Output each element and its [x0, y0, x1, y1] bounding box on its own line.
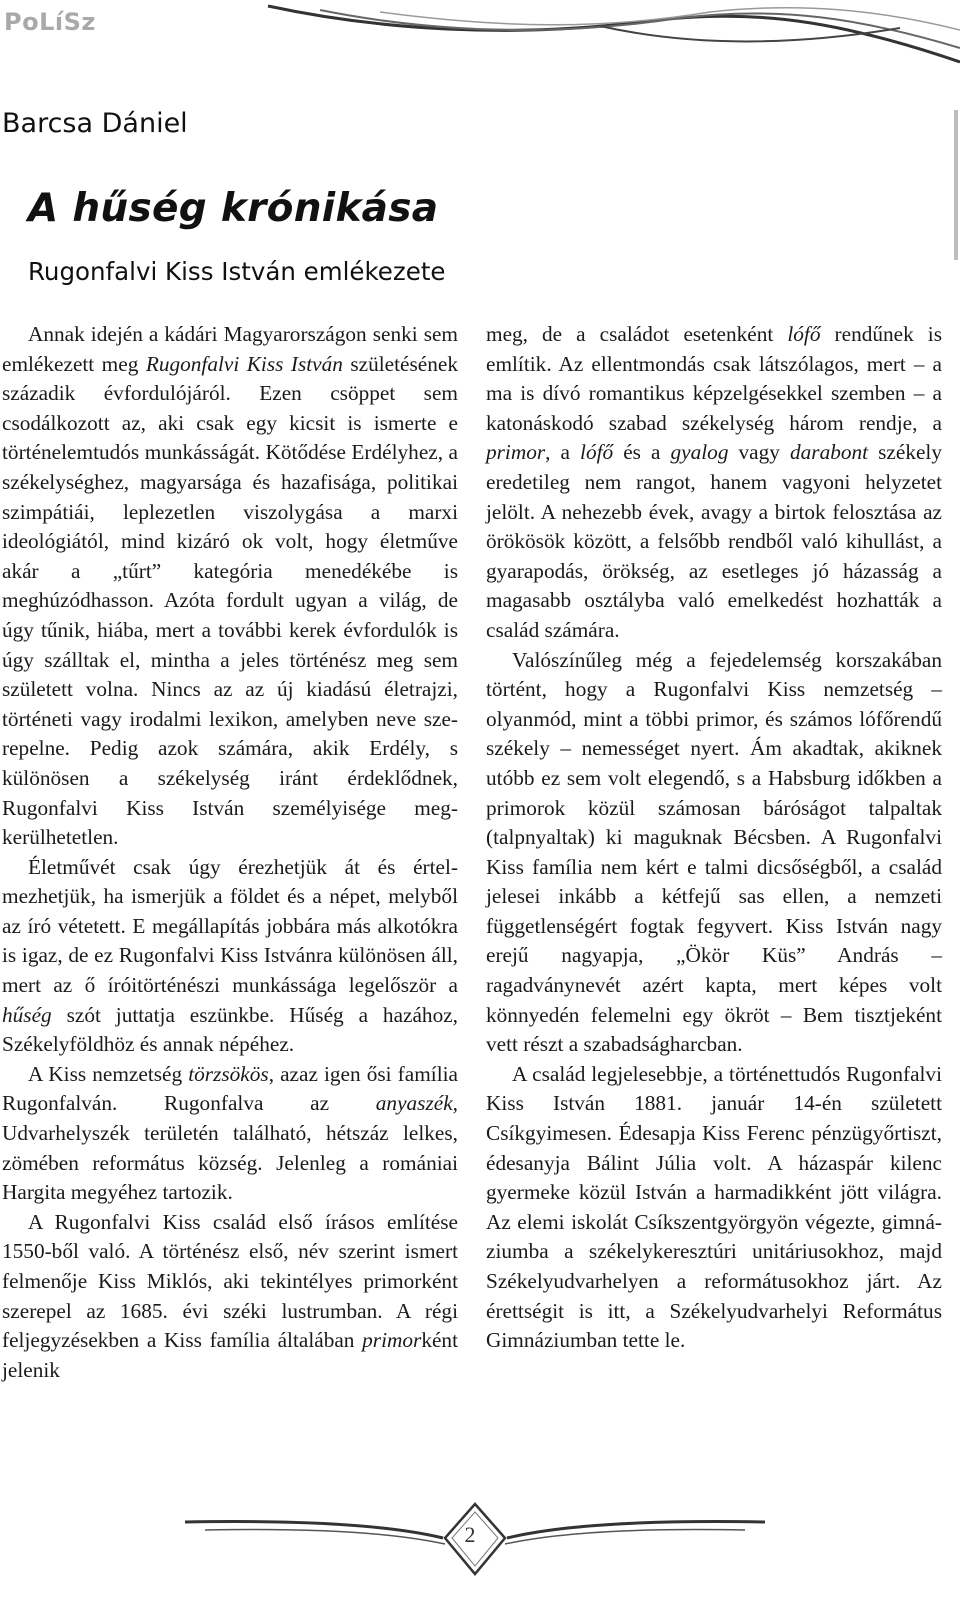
body-paragraph — [2, 1060, 458, 1208]
body-paragraph — [2, 320, 458, 853]
text-run: és a — [613, 440, 671, 465]
header-swoosh-ornament — [260, 0, 960, 75]
text-run: székely eredetileg nem rangot, hanem vagyoni helyzetet jelölt. A nehezebb évek, avagy a birtok felosztása az örökösök között, a felsőbb rendből való kihullást, a gyarapodás, örökség, az esetleges jó házasság a magasabb osztályba való emelkedést hozhatták a család számára. — [486, 440, 942, 642]
text-run: Életművét csak úgy érezhetjük át és értelmezhetjük, ha ismerjük a földet és a népet, melyből az író vétetett. E megállapítás jobbára más alkotókra is igaz, de ez Rugonfalvi Kiss Istvánra különösen áll, mert az ő íróitörténészi munkássága legelőször a — [2, 854, 458, 998]
text-run: Valószínűleg még a fejedelemség korszakában történt, hogy a Rugonfalvi Kiss nemzetség – olyanmód, mint a többi primor, és számos lófőrendű székely – nemességet nyert. Ám akadtak, akiknek utóbb ez sem volt elegendő, s a Habsburg időkben a primorok közül számosan báróságot talpaltak (talpnyaltak) ki maguknak Bécsben. A Rugonfalvi Kiss família nem kért e talmi dicsőségből, a család jelesei inkább a kétfejű sas ellen, a nemzeti függetlenségért fogtak fegyvert. Kiss István nagy erejű nagyapja, „Ökör Küs” András – ragadványnevét azért kapta, mert képes volt könnyedén felemelni egy ökröt – Bem tisztjeként vett részt a szabadságharcban. — [486, 647, 942, 1057]
text-run: A család legjelesebbje, a történettudós Rugonfalvi Kiss István 1881. január 14-én született Csíkgyimesen. Édesapja Kiss Ferenc pénzügyőrtiszt, édesanyja Bálint Júlia volt. A házaspár kilenc gyermeke közül István a harmadikként jött világra. Az elemi iskolát Csíkszentgyörgyön végezte, gimnáziumba a székelykeresztúri unitáriusokhoz, majd Székelyudvarhelyen a reformátusokhoz járt. Az érettségit is itt, a Székelyudvarhelyi Református Gimnáziumban tette le. — [486, 1061, 942, 1353]
text-run: szót juttatja eszünkbe. Hűség a hazához, Székelyföldhöz és annak népéhez. — [2, 1002, 458, 1057]
italic-term: törzsökös — [188, 1061, 269, 1086]
page-number: 2 — [464, 1522, 476, 1547]
italic-term: gyalog — [670, 440, 729, 465]
italic-term: anyaszék — [375, 1091, 453, 1116]
article-title: A hűség krónikása — [28, 186, 439, 231]
italic-term: primor — [486, 440, 546, 465]
body-paragraph — [486, 646, 942, 1060]
body-paragraph — [486, 1060, 942, 1356]
left-text-column — [2, 320, 458, 1385]
italic-term: primor — [362, 1328, 422, 1353]
text-run: A Kiss nemzetség — [28, 1061, 189, 1086]
body-paragraph — [2, 1208, 458, 1386]
text-run: ként jelenik — [2, 1328, 458, 1382]
italic-term: hűség — [2, 1002, 52, 1027]
body-paragraph — [486, 320, 942, 646]
text-run: rendűnek is említik. Az ellentmondás csak látszólagos, mert – a ma is dívó romantikus képzelgésekkel szemben – a katonáskodó szabad székelység három rendje, a — [486, 322, 943, 435]
magazine-brand: PoLíSz — [4, 8, 96, 36]
text-run: , Udvarhelyszék területén található, hétszáz lelkes, zömében református község. Jelenleg a romániai Hargita megyéhez tartozik. — [2, 1091, 458, 1205]
article-author: Barcsa Dániel — [2, 108, 188, 139]
text-run: meg, de a családot esetenként — [486, 322, 788, 346]
text-run: vagy — [728, 440, 790, 465]
text-run: A Rugonfalvi Kiss család első írásos említése 1550-ből való. A történész első, név szerint ismert felmenője Kiss Miklós, aki tekintélyes primorként szerepel az 1685. évi széki lustrumban. A régi feljegyzésekben a Kiss família általában — [2, 1209, 458, 1353]
text-run: , a — [545, 440, 581, 465]
text-run: Annak idején a kádári Magyarországon senki sem emlékezett meg — [2, 322, 458, 376]
italic-term: lófő — [580, 440, 614, 465]
body-paragraph — [2, 853, 458, 1060]
italic-term: lófő — [787, 322, 821, 346]
text-run: születésének századik évfordulójáról. Ezen csöppet sem csodálkozott az, aki csak egy kicsit is ismerte e történelemtudós munkásságát. Kötődése Erdélyhez, a székelységhez, magyarsága és hazafisága, politikai szimpátiái, leplezetlen viszolygása a marxi ideológiától, mind kizáró ok volt, hogy életműve akár a „tűrt” kategória menedékébe is meghúzódhasson. Azóta fordult ugyan a világ, de úgy tűnik, hiába, mert a további kerek évfordulók is úgy szálltak el, mintha a jeles történész meg sem született volna. Nincs az az új kiadású életrajzi, történeti vagy irodalmi lexikon, amelyben neve szerepelne. Pedig azok számára, akik Erdély, s különösen a székelység iránt érdeklődnek, Rugonfalvi Kiss István személyisége megkerülhetetlen. — [2, 351, 458, 850]
article-subtitle: Rugonfalvi Kiss István emlékezete — [28, 257, 446, 286]
text-run: , azaz igen ősi família Rugonfalván. Rugonfalva az — [2, 1061, 458, 1116]
margin-rule — [954, 110, 958, 260]
italic-term: darabont — [789, 440, 869, 465]
right-text-column — [486, 320, 942, 1356]
italic-term: Rugonfalvi Kiss István — [145, 351, 343, 376]
